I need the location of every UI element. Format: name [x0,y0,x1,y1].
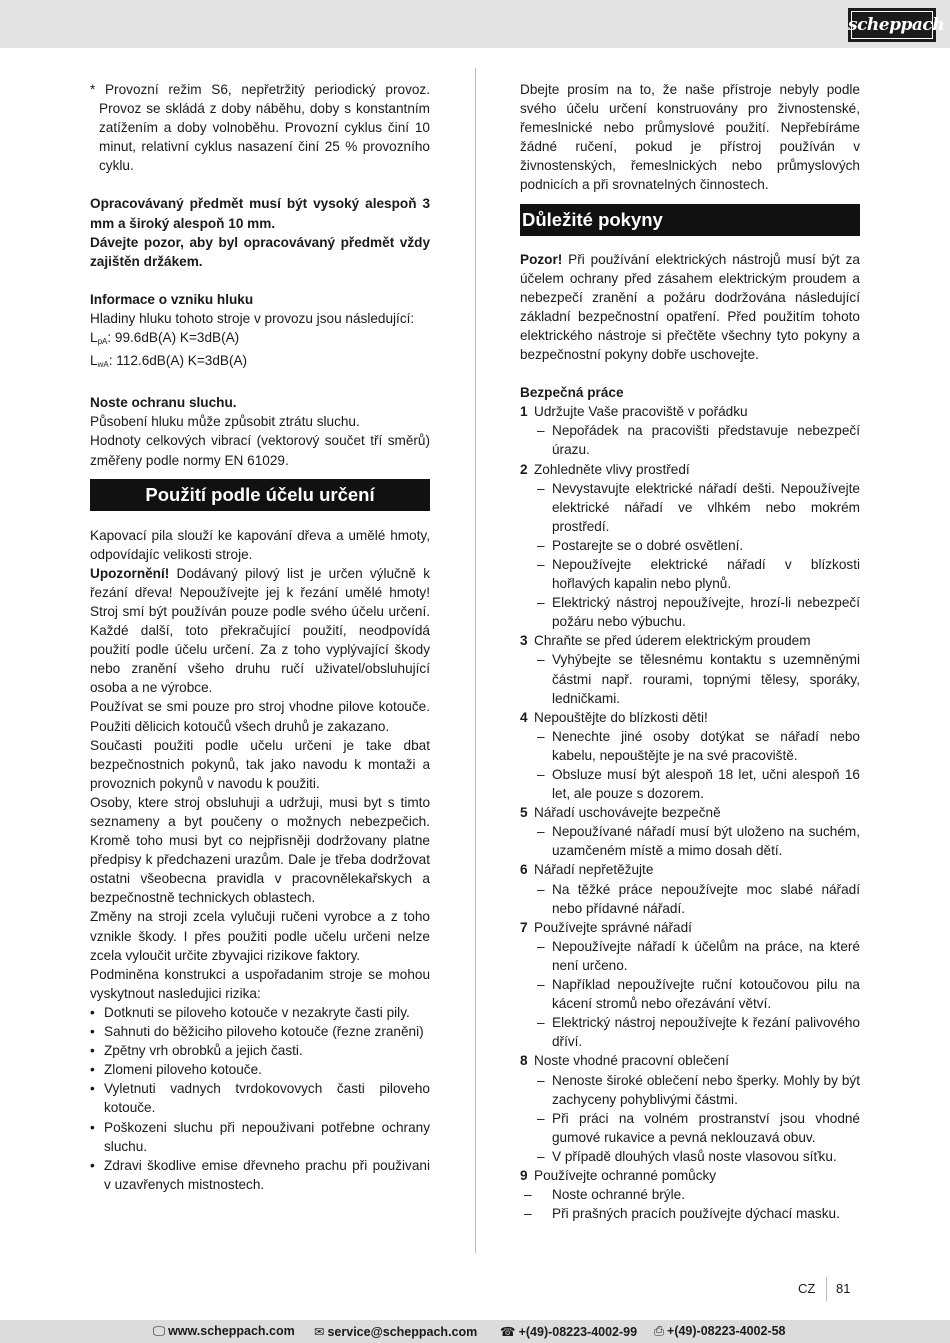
vibration-text: Hodnoty celkových vibrací (vektorový součet tří směrů) změřeny podle normy EN 61029. [90,433,430,468]
fax-icon: ⎙ [654,1324,665,1338]
list-item: 7 Používejte správné nářadí [520,919,692,935]
footer-separator [826,1277,827,1301]
list-subitem: – Při prašných pracích používejte dýchací masku. [520,1204,860,1223]
list-subitem: – Elektrický nástroj nepoužívejte k řezání palivového dříví. [520,1013,860,1051]
mail-icon: ✉ [314,1325,325,1339]
list-item: 3 Chraňte se před úderem elektrickým proudem [520,633,811,649]
lwa-value: $L_{wA}$: 112.6dB(A) K=3dB(A) [90,353,248,370]
risk-list [90,1003,430,1194]
list-item: 5 Nářadí uschovávejte bezpečně [520,805,721,821]
list-item: • Zlomeni piloveho kotouče. [90,1060,430,1079]
workpiece-size-note: Opracovávaný předmět musí být vysoký alespoň 3 mm a široký alespoň 10 mm. [90,196,430,231]
list-subitem: – Postarejte se o dobré osvětlení. [520,536,860,555]
use-paragraph-2: Používat se smi pouze pro stroj vhodne pilove kotouče. Použiti dělicich kotoučů všech druhů je zakazano. [90,699,430,734]
caution-paragraph: Pozor! Při používání elektrických nástrojů musí být za účelem ochrany před zásahem elektrickým proudem a nebezpečí zranění a požáru dodržována následující základní bezpečnostní opatření. Před použitím tohoto elektrického nástroje si přečtěte všechny tyto pokyny a bezpečnostní pokyny dobře uschovejte. [520,251,860,363]
list-item: • Zpětny vrh obrobků a jejich časti. [90,1041,430,1060]
list-subitem: – Nenechte jiné osoby dotýkat se nářadí nebo kabelu, nepouštějte je na své pracoviště. [520,727,860,765]
intended-use-text: Kapovací pila slouží ke kapování dřeva a umělé hmoty, odpovídajíc velikosti stroje. [90,527,430,562]
warning-label: Upozornění! [90,565,170,581]
list-subitem: – Nepoužívané nářadí musí být uloženo na suchém, uzamčeném místě a mimo dosah dětí. [520,822,860,860]
list-item: 1 Udržujte Vaše pracoviště v pořádku [520,404,748,420]
list-subitem: – Elektrický nástroj nepoužívejte, hrozí-li nebezpečí požáru nebo výbuchu. [520,593,860,631]
list-item: • Sahnuti do běžiciho piloveho kotouče (řezne zraněni) [90,1022,430,1041]
list-item: • Zdravi škodlive emise dřevneho prachu při použivani v uzavřenych mistnostech. [90,1156,430,1194]
use-paragraph-4: Osoby, ktere stroj obsluhuji a udržuji, musi byt s timto seznameny a byt poučeny o možnych nebezpečich. Kromě toho musi byt co nejpřisněji dodržovany platne předpisy k předchazeni urazům. Dale je třeba dodržovat ostatni všeobecna pravidla v pracovnělekařskych a bezpečnostně technickych oblastech. [90,794,430,906]
page-number: 81 [836,1281,851,1296]
column-divider [475,68,476,1253]
use-paragraph-3: Současti použiti podle učelu určeni je take dbat bezpečnostnich pokynů, tak jako navodu k montaži a provoznich pokynů v navodu k použiti. [90,737,430,791]
workpiece-holder-note: Dávejte pozor, aby byl opracovávaný předmět vždy zajištěn držákem. [90,234,430,269]
list-subitem: – Například nepoužívejte ruční kotoučovou pilu na kácení stromů nebo ořezávání větví. [520,975,860,1013]
list-subitem: – V případě dlouhých vlasů noste vlasovou síťku. [520,1147,860,1166]
use-paragraph-5: Změny na stroji zcela vylučuji ručeni vyrobce a z toho vznikle škody. I přes použiti podle učelu určeni nelze zcela vyloučit určite zbyvajici rizikove faktory. [90,909,430,963]
list-item: 9 Používejte ochranné pomůcky [520,1167,717,1183]
warning-paragraph: Upozornění! Dodávaný pilový list je určen výlučně k řezání dřeva! Nepoužívejte jej k řezání umělé hmoty! Stroj smí být používán pouze podle svého účelu určení. Každé další, toto překračující použití, neodpovídá použití podle účelu určení. Za z toho vyplývající škody nebo zranění všeho druhu ručí uživatel/obsluhující osoba a ne výrobce. [90,565,430,696]
list-item: • Poškozeni sluchu při nepouživani potřebne ochrany sluchu. [90,1118,430,1156]
use-paragraph-6: Podminěna konstrukci a uspořadanim stroje se mohou vyskytnout nasledujici rizika: [90,966,430,1001]
important-instructions-heading: Důležité pokyny [520,204,860,236]
list-item: 6 Nářadí nepřetěžujte [520,862,654,878]
list-subitem: – Noste ochranné brýle. [520,1185,860,1204]
left-column [90,80,430,1194]
list-item: 4 Nepouštějte do blízkosti děti! [520,709,708,725]
top-bar [0,0,950,48]
safety-list [520,402,860,1166]
list-item: • Vyletnuti vadnych tvrdokovovych časti piloveho kotouče. [90,1079,430,1117]
list-subitem: – Obsluze musí být alespoň 18 let, učni alespoň 16 let, ale pouze s dozorem. [520,765,860,803]
fax-number: ⎙ +(49)-08223-4002-58 [654,1324,786,1338]
email-link[interactable]: ✉ service@scheppach.com [314,1325,478,1339]
list-subitem: – Nepoužívejte elektrické nářadí v blízkosti hořlavých kapalin nebo plynů. [520,555,860,593]
intended-use-heading: Použití podle účelu určení [90,479,430,511]
list-subitem: – Nepoužívejte nářadí k účelům na práce, na které není určeno. [520,937,860,975]
computer-icon: 🖵 [153,1324,166,1338]
operating-mode-note: * Provozní režim S6, nepřetržitý periodický provoz. Provoz se skládá z doby náběhu, doby s konstantním zatížením a doby volnoběhu. Provozní cyklus činí 10 minut, relativní cyklus nasazení činí 25 % provozního cyklu. [90,82,430,174]
hearing-warning-text: Působení hluku může způsobit ztrátu sluchu. [90,414,360,430]
caution-label: Pozor! [520,251,563,267]
list-item: 2 Zohledněte vlivy prostředí [520,461,690,477]
list-subitem: – Vyhýbejte se tělesnému kontaktu s uzemněnými částmi např. rourami, topnými tělesy, sporáky, ledničkami. [520,650,860,707]
intro-paragraph: Dbejte prosím na to, že naše přístroje nebyly podle svého účelu určení konstruovány pro živnostenské, řemeslnické nebo průmyslové použití. Nepřebíráme žádné ručení, pokud je přístroj používán v živnostenských, řemeslnických nebo průmyslových podnicích a při srovnatelných činnostech. [520,82,860,193]
contact-bar [0,1320,950,1343]
list-item: • Dotknuti se piloveho kotouče v nezakryte časti pily. [90,1003,430,1022]
safe-work-title: Bezpečná práce [520,385,624,401]
list-subitem: – Při práci na volném prostranství jsou vhodné gumové rukavice a pevná neklouzavá obuv. [520,1109,860,1147]
brand-logo: scheppach [848,8,936,42]
list-subitem: – Nenoste široké oblečení nebo šperky. Mohly by být zachyceny pohyblivými částmi. [520,1071,860,1109]
list-subitem: – Nepořádek na pracovišti představuje nebezpečí úrazu. [520,421,860,459]
noise-info-title: Informace o vzniku hluku [90,291,254,307]
lpa-value: $L_{pA}$: 99.6dB(A) K=3dB(A) [90,330,240,347]
language-code: CZ [798,1281,816,1296]
list-item: 8 Noste vhodné pracovní oblečení [520,1053,729,1069]
phone-number: ☎ +(49)-08223-4002-99 [500,1325,638,1339]
right-column [520,80,860,1223]
hearing-protection-title: Noste ochranu sluchu. [90,395,237,411]
noise-info-text: Hladiny hluku tohoto stroje v provozu jsou následující: [90,310,415,326]
website-link[interactable]: 🖵 www.scheppach.com [153,1324,295,1338]
list-subitem: – Na těžké práce nepoužívejte moc slabé nářadí nebo přídavné nářadí. [520,880,860,918]
phone-icon: ☎ [500,1325,516,1339]
list-subitem: – Nevystavujte elektrické nářadí dešti. Nepoužívejte elektrické nářadí ve vlhkém nebo mokrém prostředí. [520,479,860,536]
